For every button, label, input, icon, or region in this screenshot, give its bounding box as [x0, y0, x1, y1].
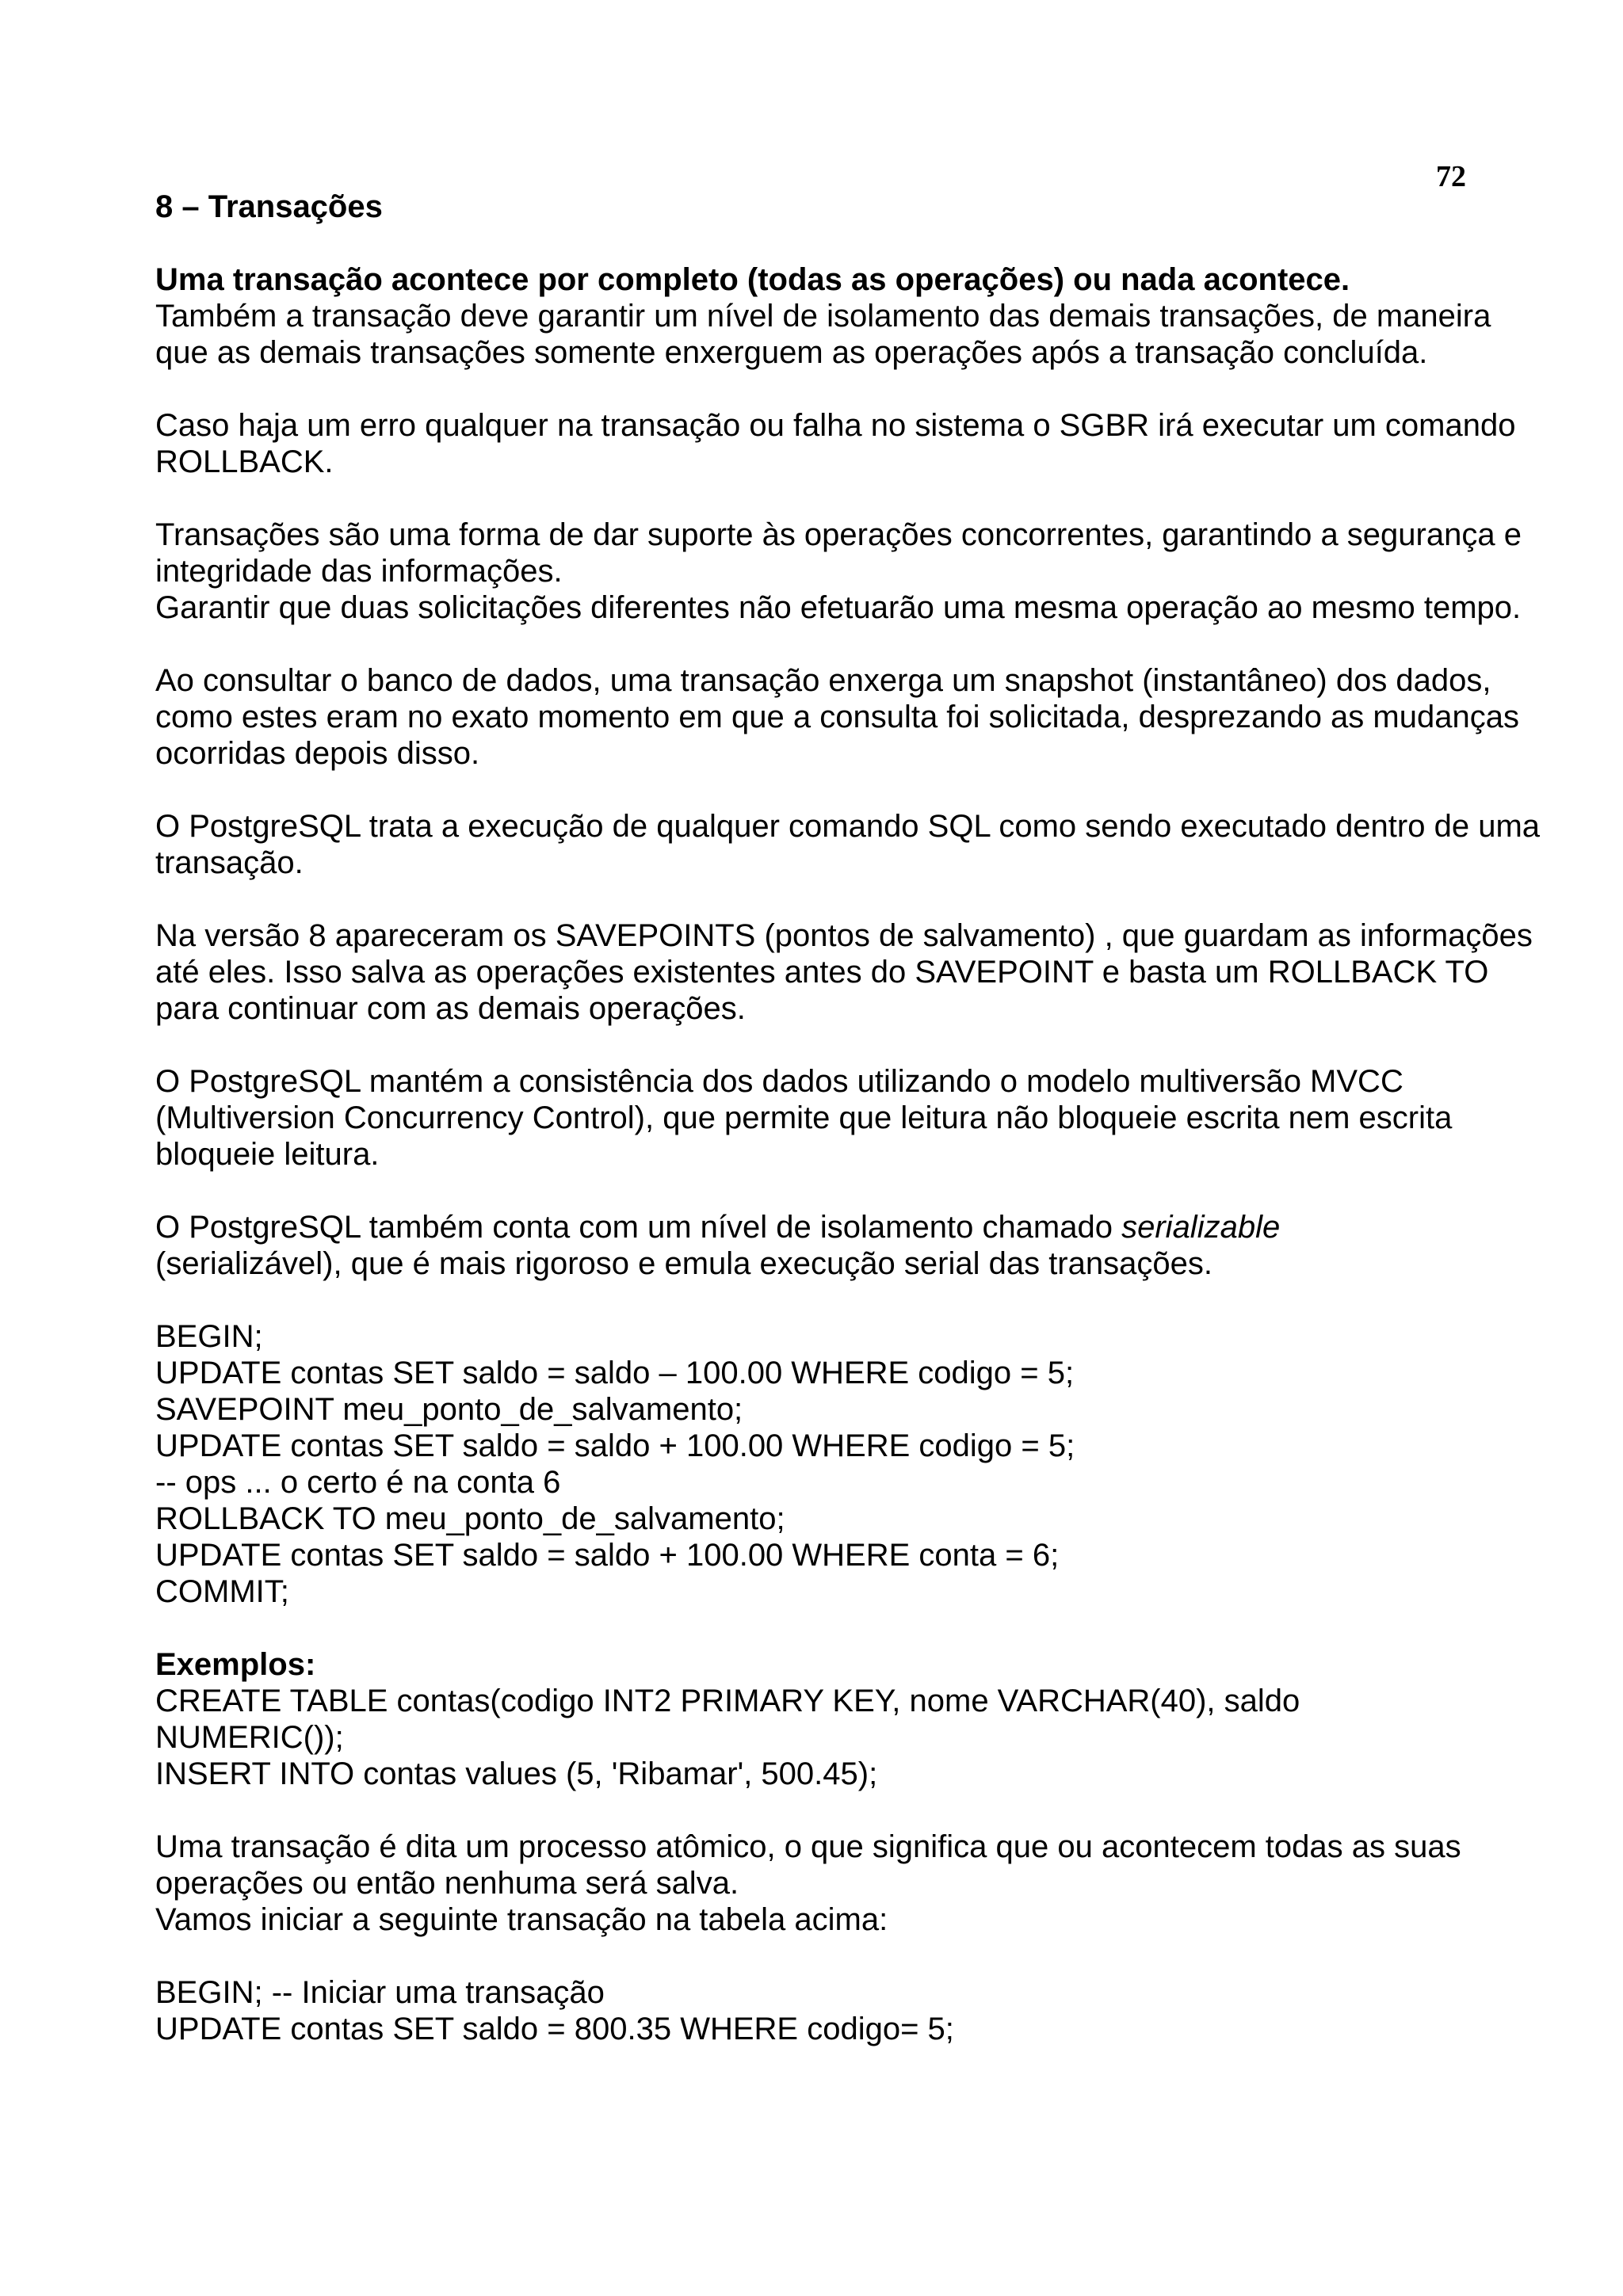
code-line: BEGIN; -- Iniciar uma transação [155, 1975, 605, 2010]
concurrency-paragraph [155, 517, 1550, 626]
code-line: UPDATE contas SET saldo = saldo – 100.00 WHERE codigo = 5; [155, 1356, 1075, 1390]
serializable-term: serializable [1121, 1210, 1281, 1245]
atomic-next: Vamos iniciar a seguinte transação na tabela acima: [155, 1902, 888, 1937]
intro-lead: Uma transação acontece por completo (todas as operações) ou nada acontece. [155, 262, 1350, 297]
intro-paragraph [155, 261, 1550, 371]
code-line: SAVEPOINT meu_ponto_de_salvamento; [155, 1392, 743, 1427]
examples-label: Exemplos: [155, 1647, 316, 1682]
rollback-paragraph: Caso haja um erro qualquer na transação ou falha no sistema o SGBR irá executar um comando ROLLBACK. [155, 408, 1516, 479]
serializable-paragraph [155, 1209, 1550, 1282]
create-table-line-2: NUMERIC()); [155, 1720, 344, 1755]
intro-body: Também a transação deve garantir um nível de isolamento das demais transações, de maneira que as demais transações somente enxerguem as operações após a transação concluída. [155, 299, 1491, 370]
concurrency-text: Transações são uma forma de dar suporte às operações concorrentes, garantindo a segurança e integridade das informações. [155, 517, 1522, 589]
savepoint-code-block [155, 1318, 1550, 1610]
serializable-after: (serializável), que é mais rigoroso e emula execução serial das transações. [155, 1246, 1212, 1281]
savepoints-paragraph: Na versão 8 apareceram os SAVEPOINTS (pontos de salvamento) , que guardam as informações até eles. Isso salva as operações existentes antes do SAVEPOINT e basta um ROLLBACK TO para continuar com as demais operações. [155, 918, 1533, 1026]
mvcc-paragraph: O PostgreSQL mantém a consistência dos dados utilizando o modelo multiversão MVCC (Multiversion Concurrency Control), que permite que leitura não bloqueie escrita nem escrita bloqueie leitura. [155, 1064, 1453, 1172]
postgres-sql-paragraph: O PostgreSQL trata a execução de qualquer comando SQL como sendo executado dentro de uma transação. [155, 809, 1541, 880]
atomic-paragraph [155, 1829, 1550, 1938]
serializable-before: O PostgreSQL também conta com um nível de isolamento chamado [155, 1210, 1122, 1245]
page-number: 72 [1436, 160, 1466, 193]
document-body [155, 189, 1550, 2084]
create-table-line-1: CREATE TABLE contas(codigo INT2 PRIMARY KEY, nome VARCHAR(40), saldo [155, 1684, 1300, 1718]
code-line: UPDATE contas SET saldo = saldo + 100.00 WHERE conta = 6; [155, 1538, 1060, 1573]
concurrency-text-2: Garantir que duas solicitações diferentes não efetuarão uma mesma operação ao mesmo tempo. [155, 590, 1522, 625]
code-line: BEGIN; [155, 1319, 263, 1354]
section-title: 8 – Transações [155, 189, 383, 224]
final-code-block [155, 1974, 1550, 2047]
snapshot-paragraph: Ao consultar o banco de dados, uma transação enxerga um snapshot (instantâneo) dos dados, como estes eram no exato momento em que a consulta foi solicitada, desprezando as mudanças ocorridas depois disso. [155, 663, 1519, 771]
code-line: UPDATE contas SET saldo = 800.35 WHERE codigo= 5; [155, 2012, 954, 2046]
code-line: UPDATE contas SET saldo = saldo + 100.00 WHERE codigo = 5; [155, 1428, 1075, 1463]
code-line: ROLLBACK TO meu_ponto_de_salvamento; [155, 1501, 785, 1536]
code-line: COMMIT; [155, 1574, 289, 1609]
atomic-text: Uma transação é dita um processo atômico, o que significa que ou acontecem todas as suas operações ou então nenhuma será salva. [155, 1829, 1461, 1901]
insert-line: INSERT INTO contas values (5, 'Ribamar', 500.45); [155, 1756, 878, 1791]
examples-block [155, 1646, 1550, 1792]
code-line: -- ops ... o certo é na conta 6 [155, 1465, 561, 1500]
